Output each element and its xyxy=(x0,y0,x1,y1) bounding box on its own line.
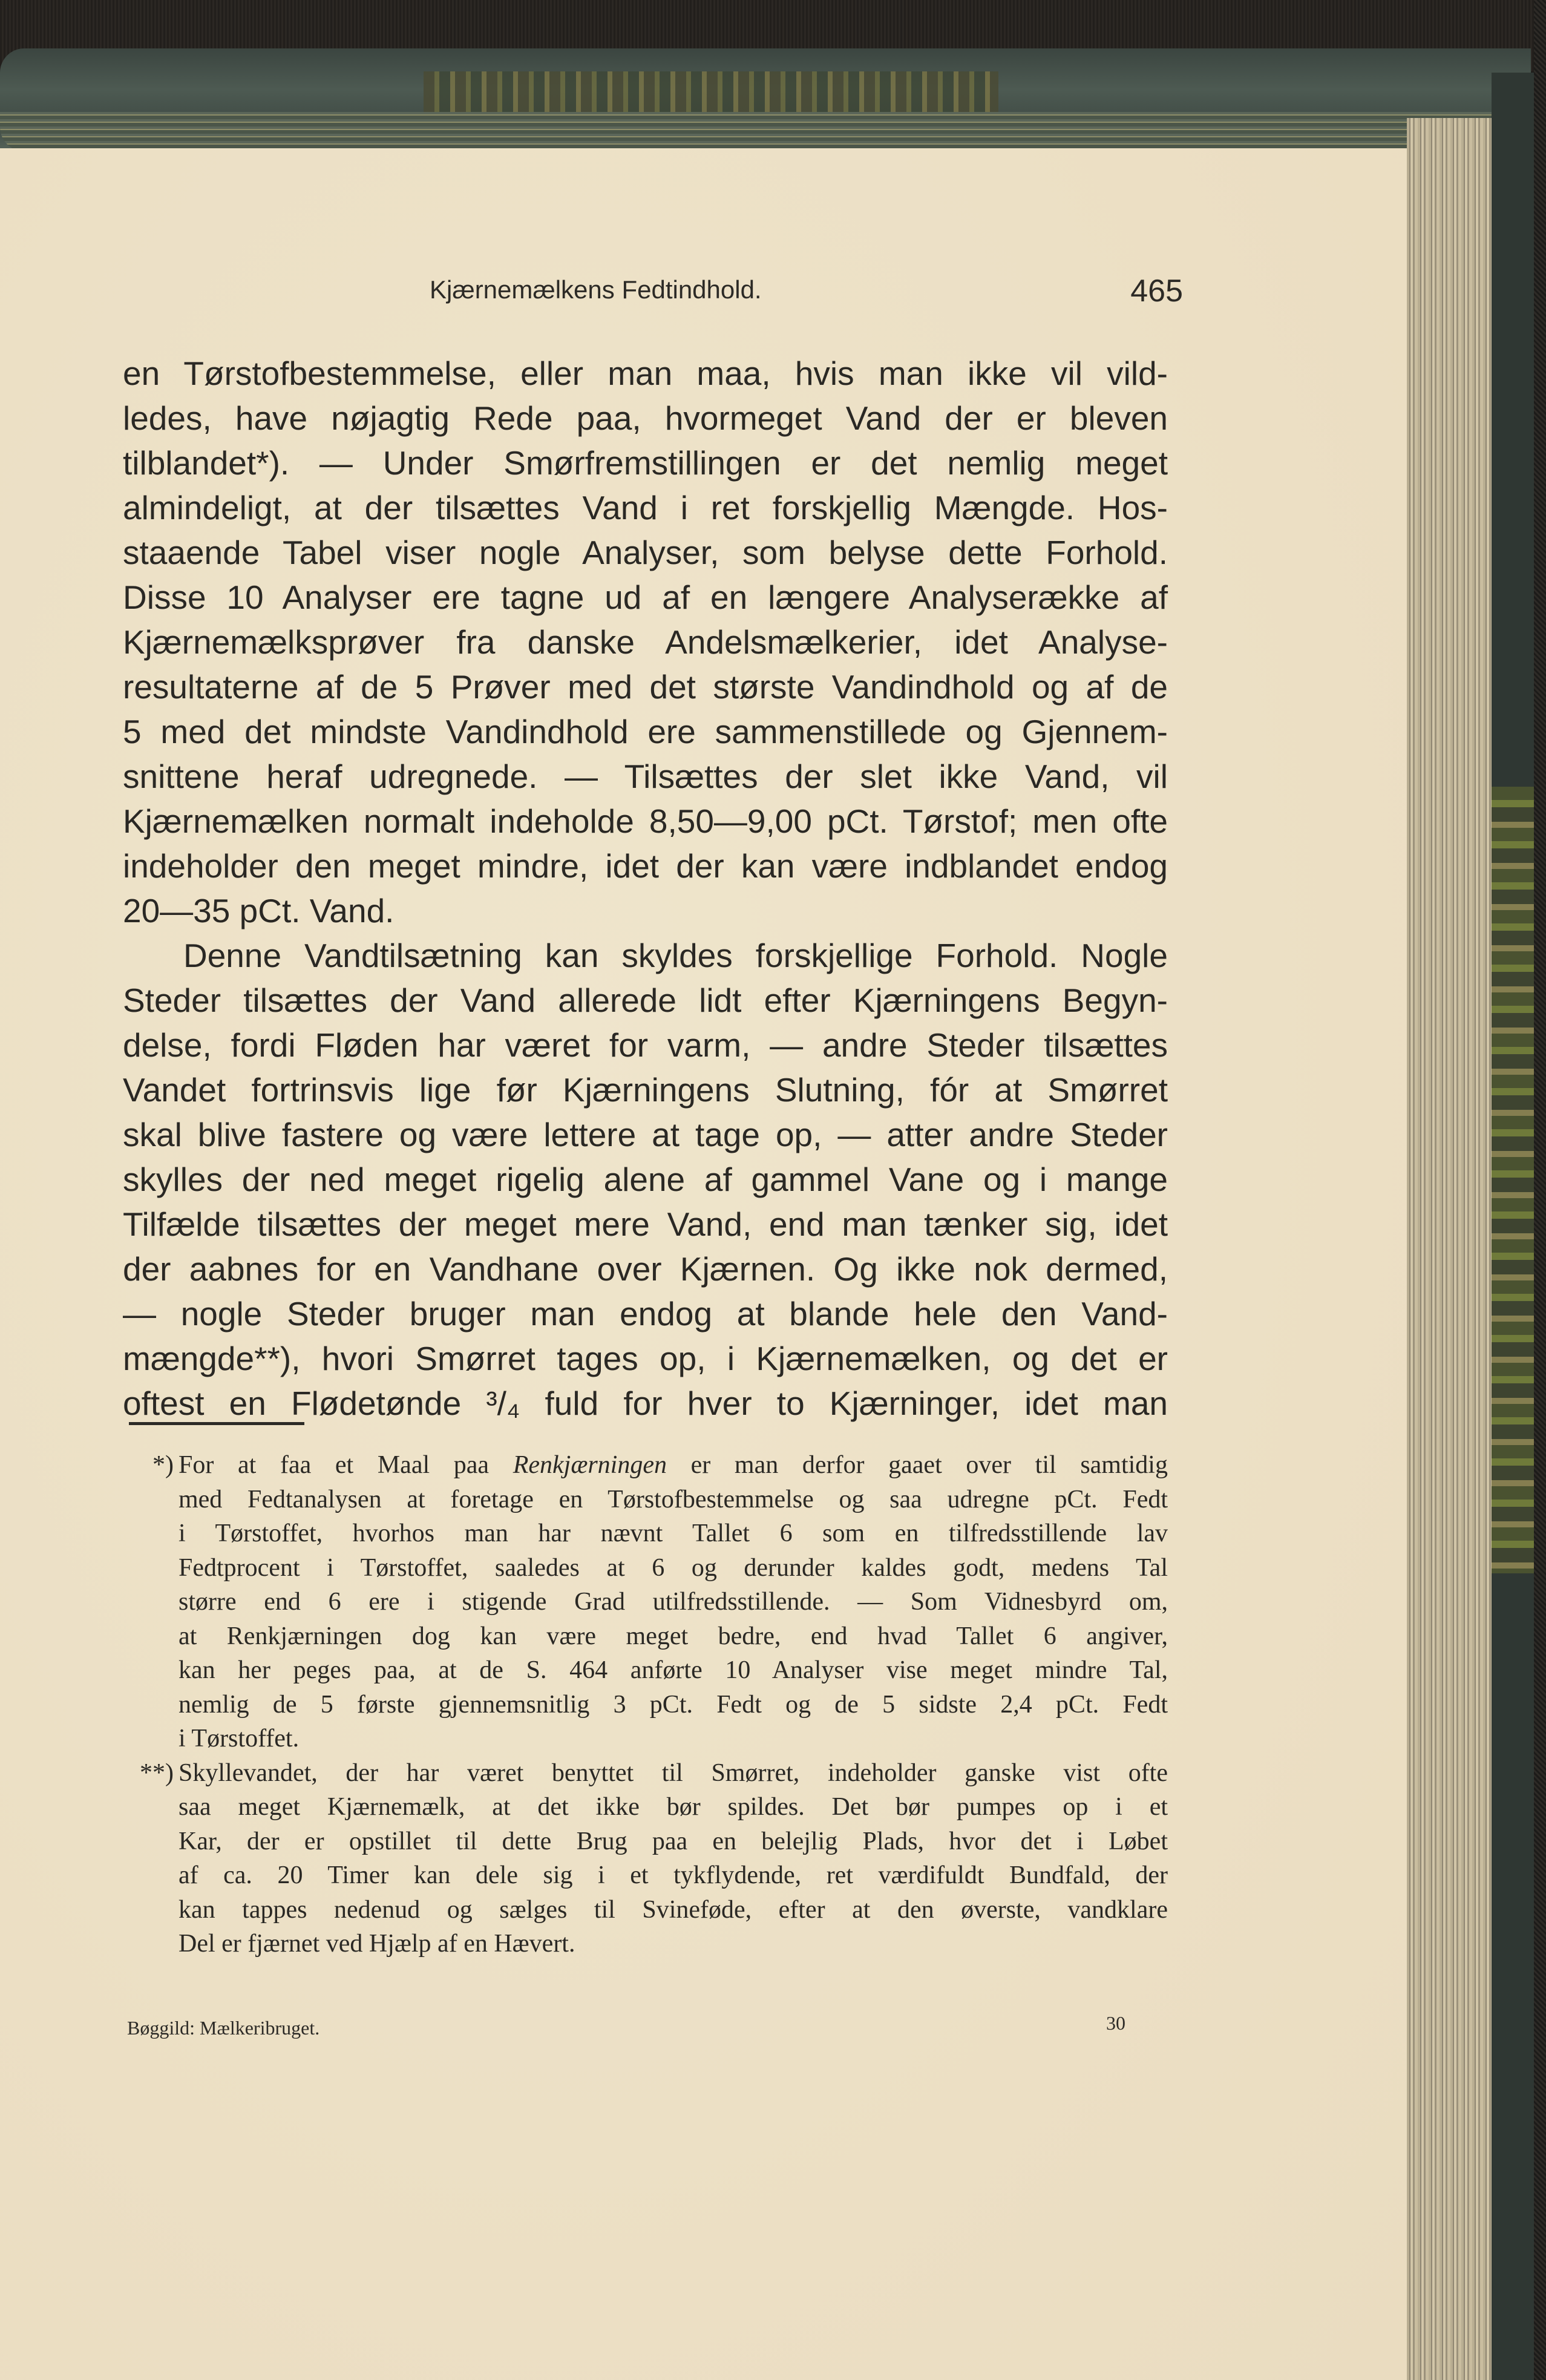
body-line: ledes, have nøjagtig Rede paa, hvormeget Vand der er bleven xyxy=(123,399,1168,437)
italic-term: Renkjærningen xyxy=(513,1451,667,1479)
running-head xyxy=(430,275,1183,312)
body-line: Vandet fortrinsvis lige før Kjærningens Slutning, fór at Smørret xyxy=(123,1071,1168,1109)
footnote-line: med Fedtanalysen at foretage en Tørstofbestemmelse og saa udregne pCt. Fedt xyxy=(179,1485,1168,1513)
body-line: Disse 10 Analyser ere tagne ud af en længere Analyserække af xyxy=(123,579,1168,616)
footnote-line: af ca. 20 Timer kan dele sig i et tykflydende, ret værdifuldt Bundfald, der xyxy=(179,1861,1168,1889)
footnote-line: For at faa et Maal paa Renkjærningen er man derfor gaaet over til samtidig xyxy=(179,1451,1168,1479)
footnote-line: Fedtprocent i Tørstoffet, saaledes at 6 og derunder kaldes godt, medens Tal xyxy=(179,1553,1168,1582)
page-head-edges xyxy=(0,112,1507,151)
body-line: staaende Tabel viser nogle Analyser, som belyse dette Forhold. xyxy=(123,534,1168,571)
footnote-2 xyxy=(124,1756,1168,1961)
body-line: delse, fordi Fløden har været for varm, — andre Steder tilsættes xyxy=(123,1026,1168,1064)
body-line: snittene heraf udregnede. — Tilsættes der slet ikke Vand, vil xyxy=(123,758,1168,795)
footnote-rule xyxy=(129,1422,304,1425)
body-line-paragraph-end: 20—35 pCt. Vand. xyxy=(123,892,395,929)
body-line: indeholder den meget mindre, idet der kan være indblandet endog xyxy=(123,847,1168,885)
marbled-board-edge xyxy=(1492,787,1534,1573)
body-line: mængde**), hvori Smørret tages op, i Kjærnemælken, og det er xyxy=(123,1340,1168,1377)
body-line: — nogle Steder bruger man endog at blande hele den Vand- xyxy=(123,1295,1168,1333)
footnote-line: Skyllevandet, der har været benyttet til Smørret, indeholder ganske vist ofte xyxy=(179,1759,1168,1787)
footnotes xyxy=(124,1448,1168,1961)
book-cloth-right xyxy=(1534,0,1546,2380)
footnote-line: i Tørstoffet, hvorhos man har nævnt Tallet 6 som en tilfredsstillende lav xyxy=(179,1519,1168,1547)
page-number: 465 xyxy=(1130,274,1183,309)
body-line: resultaterne af de 5 Prøver med det største Vandindhold og af de xyxy=(123,668,1168,706)
footnote-line: saa meget Kjærnemælk, at det ikke bør spildes. Det bør pumpes op i et xyxy=(179,1793,1168,1821)
footnote-1 xyxy=(124,1448,1168,1756)
page-fore-edges xyxy=(1407,118,1492,2380)
body-line: tilblandet*). — Under Smørfremstillingen er det nemlig meget xyxy=(123,444,1168,482)
footnote-line: i Tørstoffet. xyxy=(179,1725,300,1752)
footnote-line: at Renkjærningen dog kan være meget bedre, end hvad Tallet 6 angiver, xyxy=(179,1622,1168,1650)
body-line: Kjærnemælken normalt indeholde 8,50—9,00 pCt. Tørstof; men ofte xyxy=(123,802,1168,840)
body-line: skylles der ned meget rigelig alene af gammel Vane og i mange xyxy=(123,1161,1168,1198)
footnote-marker: **) xyxy=(140,1759,174,1787)
body-line: Tilfælde tilsættes der meget mere Vand, end man tænker sig, idet xyxy=(123,1205,1168,1243)
body-line: der aabnes for en Vandhane over Kjærnen. Og ikke nok dermed, xyxy=(123,1250,1168,1288)
marbled-endpaper-strip xyxy=(424,71,998,117)
body-line: almindeligt, at der tilsættes Vand i ret forskjellig Mængde. Hos- xyxy=(123,489,1168,526)
body-line: 5 med det mindste Vandindhold ere sammenstillede og Gjennem- xyxy=(123,713,1168,750)
body-line-paragraph-start: Denne Vandtilsætning kan skyldes forskjellige Forhold. Nogle xyxy=(183,937,1168,974)
body-line: oftest en Flødetønde ³/₄ fuld for hver to Kjærninger, idet man xyxy=(123,1385,1168,1422)
body-line: Kjærnemælksprøver fra danske Andelsmælkerier, idet Analyse- xyxy=(123,623,1168,661)
signature-sheet-number: 30 xyxy=(1106,2012,1125,2034)
footnote-line: kan tappes nedenud og sælges til Svineføde, efter at den øverste, vandklare xyxy=(179,1895,1168,1924)
signature-line xyxy=(127,2012,1125,2042)
footnote-line: større end 6 ere i stigende Grad utilfredsstillende. — Som Vidnesbyrd om, xyxy=(179,1588,1168,1616)
body-text xyxy=(123,351,1168,1426)
footnote-line: nemlig de 5 første gjennemsnitlig 3 pCt. Fedt og de 5 sidste 2,4 pCt. Fedt xyxy=(179,1690,1168,1719)
footnote-marker: *) xyxy=(152,1451,174,1479)
footnote-line: Kar, der er opstillet til dette Brug paa en belejlig Plads, hvor det i Løbet xyxy=(179,1827,1168,1855)
footnote-line: Del er fjærnet ved Hjælp af en Hævert. xyxy=(179,1930,575,1958)
body-line: en Tørstofbestemmelse, eller man maa, hvis man ikke vil vild- xyxy=(123,355,1168,392)
running-head-title: Kjærnemælkens Fedtindhold. xyxy=(430,275,762,304)
signature-author-title: Bøggild: Mælkeribruget. xyxy=(127,2017,320,2039)
body-line: Steder tilsættes der Vand allerede lidt efter Kjærningens Begyn- xyxy=(123,982,1168,1019)
footnote-line: kan her peges paa, at de S. 464 anførte 10 Analyser vise meget mindre Tal, xyxy=(179,1656,1168,1684)
body-line: skal blive fastere og være lettere at tage op, — atter andre Steder xyxy=(123,1116,1168,1153)
